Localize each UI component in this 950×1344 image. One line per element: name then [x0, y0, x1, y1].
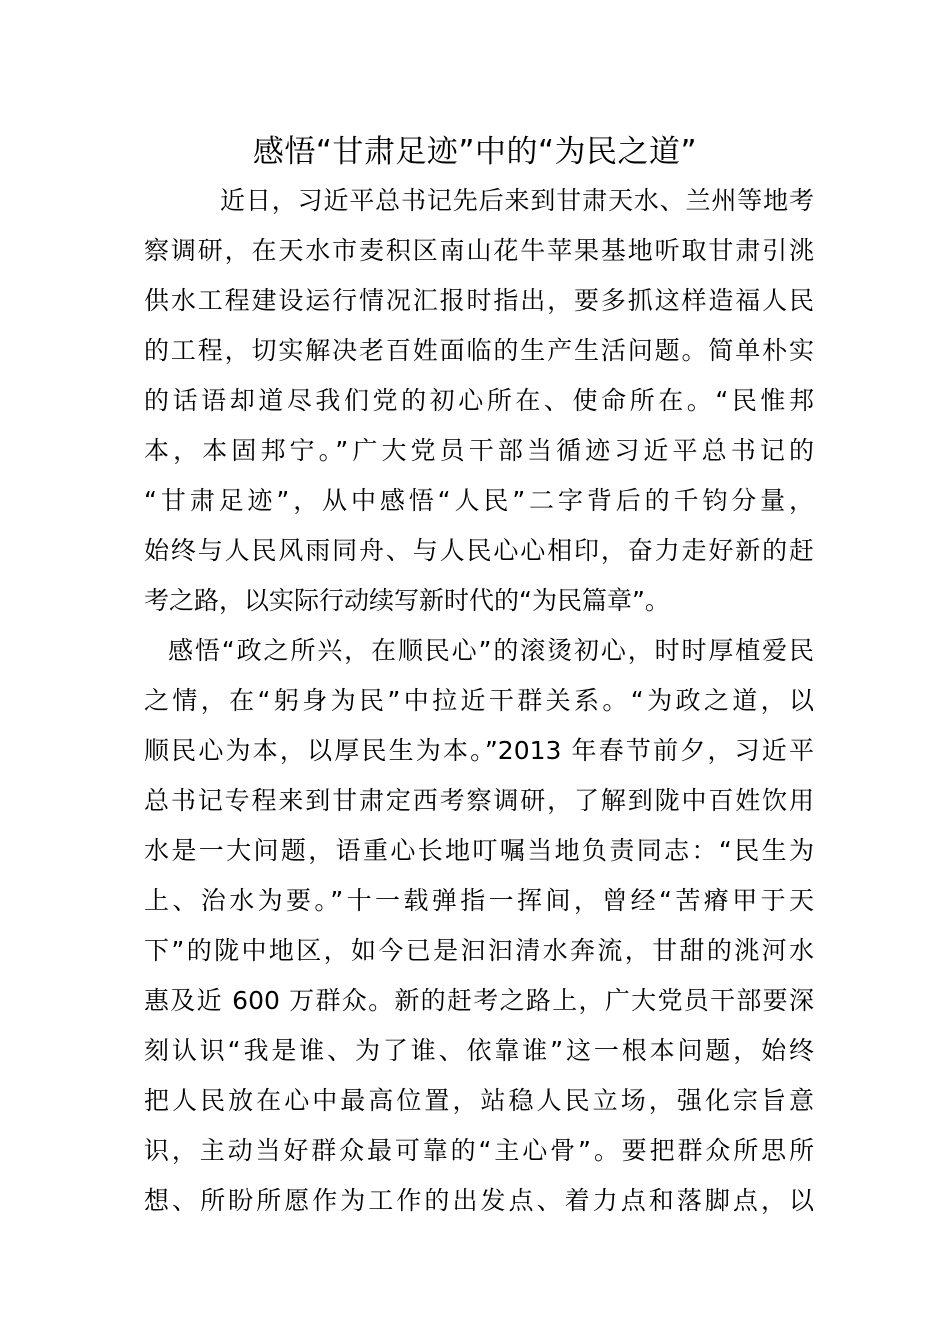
text-line: 识，主动当好群众最可靠的“主心骨”。要把群众所思所 [144, 1136, 814, 1165]
text-line: 水是一大问题，语重心长地叮嘱当地负责同志：“民生为 [144, 836, 814, 865]
text-line: 近日，习近平总书记先后来到甘肃天水、兰州等地考 [220, 186, 814, 215]
document-body [144, 176, 814, 1226]
text-line: 下”的陇中地区，如今已是汩汩清水奔流，甘甜的洮河水 [144, 936, 814, 965]
text-line: 感悟“政之所兴，在顺民心”的滚烫初心，时时厚植爱民 [168, 636, 814, 665]
text-line: 供水工程建设运行情况汇报时指出，要多抓这样造福人民 [144, 286, 814, 315]
text-line: 始终与人民风雨同舟、与人民心心相印，奋力走好新的赶 [144, 536, 814, 565]
text-line: 刻认识“我是谁、为了谁、依靠谁”这一根本问题，始终 [144, 1036, 814, 1065]
text-line: 的工程，切实解决老百姓面临的生产生活问题。简单朴实 [144, 336, 814, 365]
document-title: 感悟“甘肃足迹”中的“为民之道” [252, 134, 698, 170]
text-line: 考之路，以实际行动续写新时代的“为民篇章”。 [144, 586, 670, 615]
text-line: “甘肃足迹”，从中感悟“人民”二字背后的千钧分量， [144, 486, 814, 515]
paragraph-2 [144, 626, 814, 1226]
text-line: 的话语却道尽我们党的初心所在、使命所在。“民惟邦 [144, 386, 814, 415]
text-line: 惠及近 600 万群众。新的赶考之路上，广大党员干部要深 [144, 986, 814, 1015]
text-line: 上、治水为要。”十一载弹指一挥间，曾经“苦瘠甲于天 [144, 886, 814, 915]
paragraph-1 [144, 176, 814, 626]
text-line: 总书记专程来到甘肃定西考察调研，了解到陇中百姓饮用 [144, 786, 814, 815]
text-line: 本，本固邦宁。”广大党员干部当循迹习近平总书记的 [144, 436, 814, 465]
text-line: 察调研，在天水市麦积区南山花牛苹果基地听取甘肃引洮 [144, 236, 814, 265]
text-line: 之情，在“躬身为民”中拉近干群关系。“为政之道，以 [144, 686, 814, 715]
text-line: 顺民心为本，以厚民生为本。”2013 年春节前夕，习近平 [144, 736, 814, 765]
text-line: 想、所盼所愿作为工作的出发点、着力点和落脚点，以 [144, 1186, 814, 1215]
text-line: 把人民放在心中最高位置，站稳人民立场，强化宗旨意 [144, 1086, 814, 1115]
